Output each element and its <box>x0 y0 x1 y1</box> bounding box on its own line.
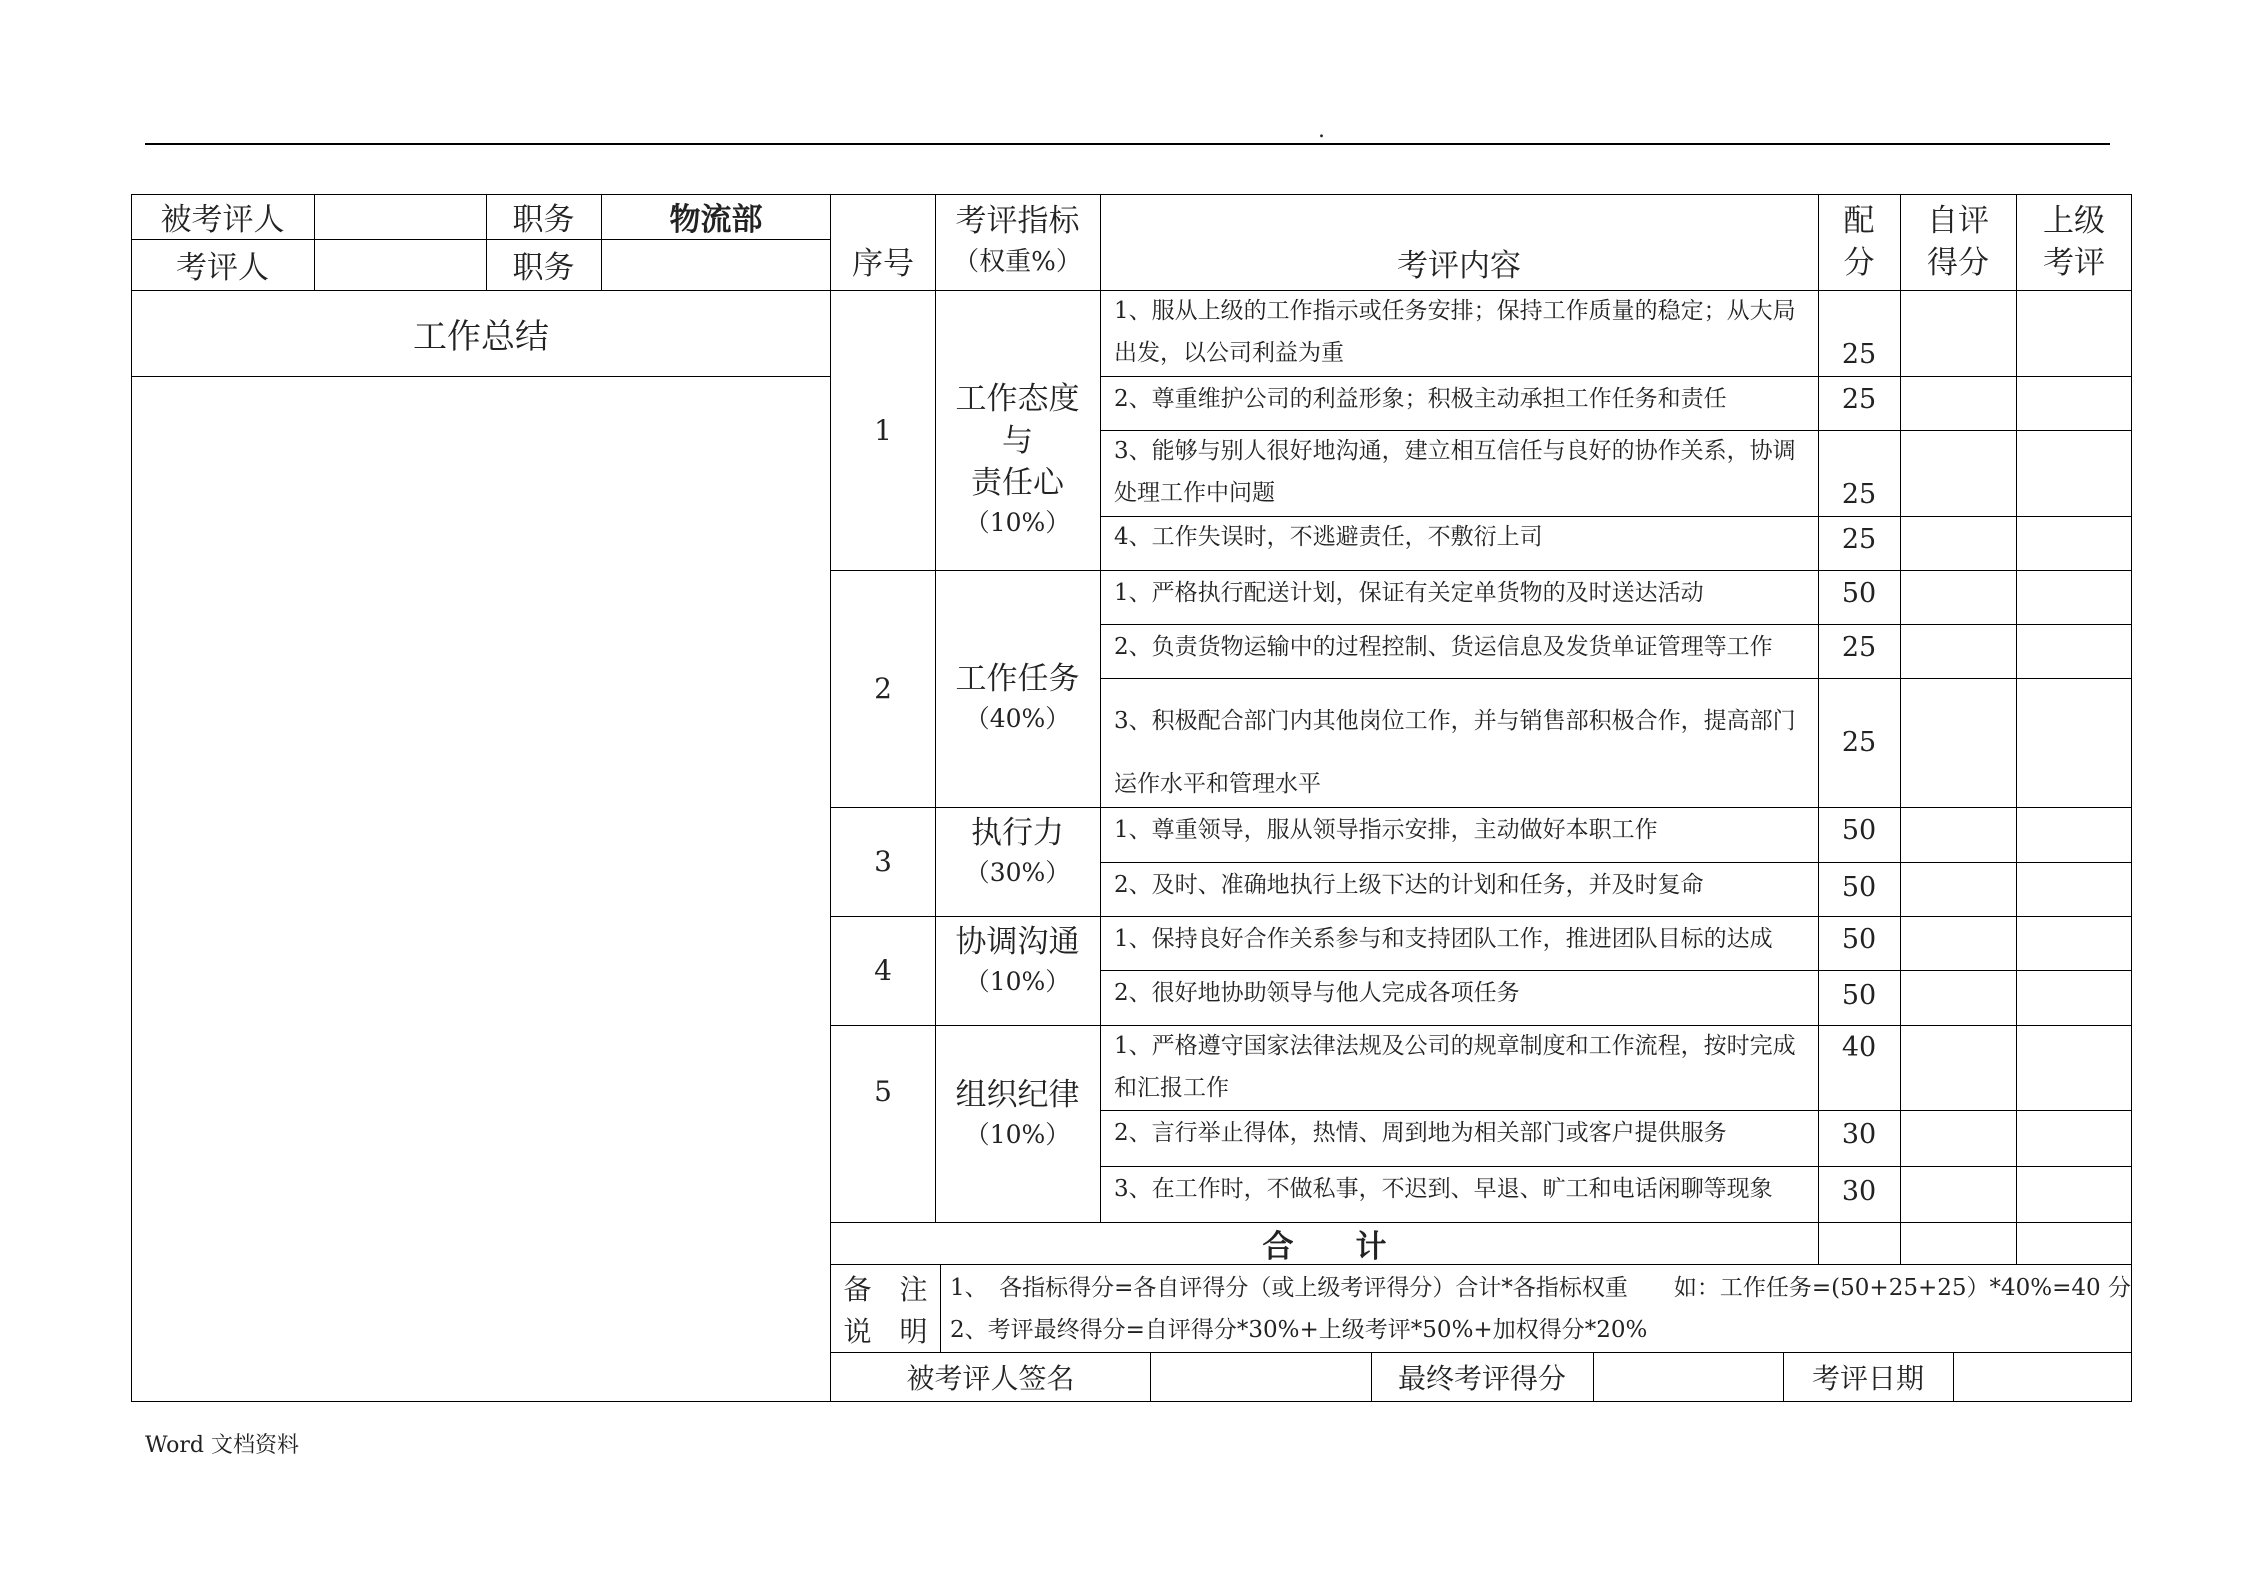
examiner-field[interactable] <box>314 239 486 290</box>
row-line <box>831 1264 2132 1265</box>
summary-title: 工作总结 <box>413 316 549 357</box>
group-seq: 1 <box>874 413 892 447</box>
item-score: 25 <box>1841 523 1877 555</box>
group-name-line: 责任心 <box>971 464 1064 501</box>
header-mark: . <box>1318 118 1325 143</box>
notes-line: 1、 各指标得分=各自评得分（或上级考评得分）合计*各指标权重 如：工作任务=(50+25+25）*40%=40 分 <box>950 1275 2131 1301</box>
item-score: 25 <box>1841 338 1877 370</box>
total-score-field[interactable] <box>1818 1222 1900 1264</box>
item-content: 3、积极配合部门内其他岗位工作，并与销售部积极合作，提高部门运作水平和管理水平 <box>1114 708 1796 797</box>
item-score: 50 <box>1841 871 1877 903</box>
group-weight: （10%） <box>964 1120 1071 1149</box>
col-line <box>940 1264 941 1352</box>
notes-line: 2、考评最终得分=自评得分*30%+上级考评*50%+加权得分*20% <box>950 1317 1648 1343</box>
examinee-label: 被考评人 <box>160 202 285 238</box>
position-label-2: 职务 <box>512 250 575 286</box>
indicator-header-line1: 考评指标 <box>955 202 1080 239</box>
examiner-position-field[interactable] <box>601 239 831 290</box>
content-header: 考评内容 <box>1397 247 1521 284</box>
summary-area[interactable] <box>131 376 831 1402</box>
item-score: 25 <box>1841 383 1877 415</box>
col-line <box>1953 1352 1954 1402</box>
item-content: 1、服从上级的工作指示或任务安排；保持工作质量的稳定；从大局出发，以公司利益为重 <box>1114 298 1796 366</box>
group-weight: （40%） <box>964 704 1071 733</box>
total-label: 合 计 <box>1262 1228 1387 1265</box>
group-name-line: 协调沟通 <box>955 923 1080 960</box>
department-value: 物流部 <box>669 202 763 238</box>
sign-field[interactable] <box>1150 1352 1371 1402</box>
item-content: 2、言行举止得体，热情、周到地为相关部门或客户提供服务 <box>1114 1120 1727 1146</box>
col-line <box>2016 194 2017 1264</box>
final-score-field[interactable] <box>1593 1352 1783 1402</box>
header-rule <box>145 143 2110 145</box>
date-field[interactable] <box>1953 1352 2132 1402</box>
item-content: 2、尊重维护公司的利益形象；积极主动承担工作任务和责任 <box>1114 386 1727 412</box>
item-score: 50 <box>1841 923 1877 955</box>
score-header-line2: 分 <box>1843 244 1875 281</box>
item-content: 2、很好地协助领导与他人完成各项任务 <box>1114 980 1520 1006</box>
total-self-field[interactable] <box>1900 1222 2016 1264</box>
sup-header-line1: 上级 <box>2043 202 2105 239</box>
item-score: 40 <box>1841 1031 1877 1063</box>
self-header-line1: 自评 <box>1927 202 1989 239</box>
item-content: 1、严格遵守国家法律法规及公司的规章制度和工作流程，按时完成和汇报工作 <box>1114 1033 1796 1101</box>
group-seq: 4 <box>874 954 892 987</box>
item-score: 50 <box>1841 577 1877 609</box>
item-content: 2、负责货物运输中的过程控制、货运信息及发货单证管理等工作 <box>1114 634 1773 660</box>
item-content: 1、严格执行配送计划，保证有关定单货物的及时送达活动 <box>1114 580 1704 606</box>
examinee-field[interactable] <box>314 194 486 239</box>
seq-header: 序号 <box>852 245 914 282</box>
notes-label-line2: 说 明 <box>843 1315 928 1348</box>
sign-label: 被考评人签名 <box>906 1362 1075 1395</box>
group-seq: 5 <box>874 1074 892 1108</box>
examiner-label: 考评人 <box>176 250 269 286</box>
total-sup-field[interactable] <box>2016 1222 2132 1264</box>
item-score: 25 <box>1841 478 1877 510</box>
group-seq: 3 <box>874 845 892 878</box>
self-header-line2: 得分 <box>1927 244 1989 281</box>
group-name-line: 组织纪律 <box>955 1076 1080 1113</box>
item-content: 3、在工作时，不做私事，不迟到、早退、旷工和电话闲聊等现象 <box>1114 1176 1773 1202</box>
group-weight: （10%） <box>964 967 1071 996</box>
group-weight: （30%） <box>964 858 1071 887</box>
item-content: 1、尊重领导，服从领导指示安排，主动做好本职工作 <box>1114 817 1658 843</box>
item-score: 25 <box>1841 727 1877 758</box>
item-content: 3、能够与别人很好地沟通，建立相互信任与良好的协作关系，协调处理工作中问题 <box>1114 438 1796 506</box>
item-score: 30 <box>1841 1175 1877 1207</box>
item-content: 2、及时、准确地执行上级下达的计划和任务，并及时复命 <box>1114 872 1704 898</box>
group-seq: 2 <box>874 672 892 705</box>
group-name-line: 执行力 <box>971 814 1064 851</box>
item-score: 30 <box>1841 1118 1877 1150</box>
item-score: 50 <box>1841 814 1877 846</box>
final-score-label: 最终考评得分 <box>1397 1362 1566 1395</box>
row-line <box>1100 678 2132 679</box>
date-label: 考评日期 <box>1811 1362 1924 1395</box>
notes-label-line1: 备 注 <box>843 1273 928 1306</box>
group-name-line: 工作任务 <box>955 660 1080 697</box>
item-content: 4、工作失误时，不逃避责任，不敷衍上司 <box>1114 524 1543 550</box>
item-score: 25 <box>1841 631 1877 663</box>
sup-header-line2: 考评 <box>2043 244 2105 281</box>
score-header-line1: 配 <box>1843 202 1875 239</box>
item-content: 1、保持良好合作关系参与和支持团队工作，推进团队目标的达成 <box>1114 926 1773 952</box>
item-score: 50 <box>1841 979 1877 1011</box>
group-name-line: 与 <box>1002 422 1033 459</box>
footer-text: Word 文档资料 <box>145 1433 299 1458</box>
indicator-header-line2: （权重%） <box>953 246 1082 277</box>
position-label: 职务 <box>512 202 575 238</box>
group-weight: （10%） <box>964 508 1071 537</box>
col-line <box>1900 194 1901 1264</box>
group-name-line: 工作态度 <box>955 380 1080 417</box>
